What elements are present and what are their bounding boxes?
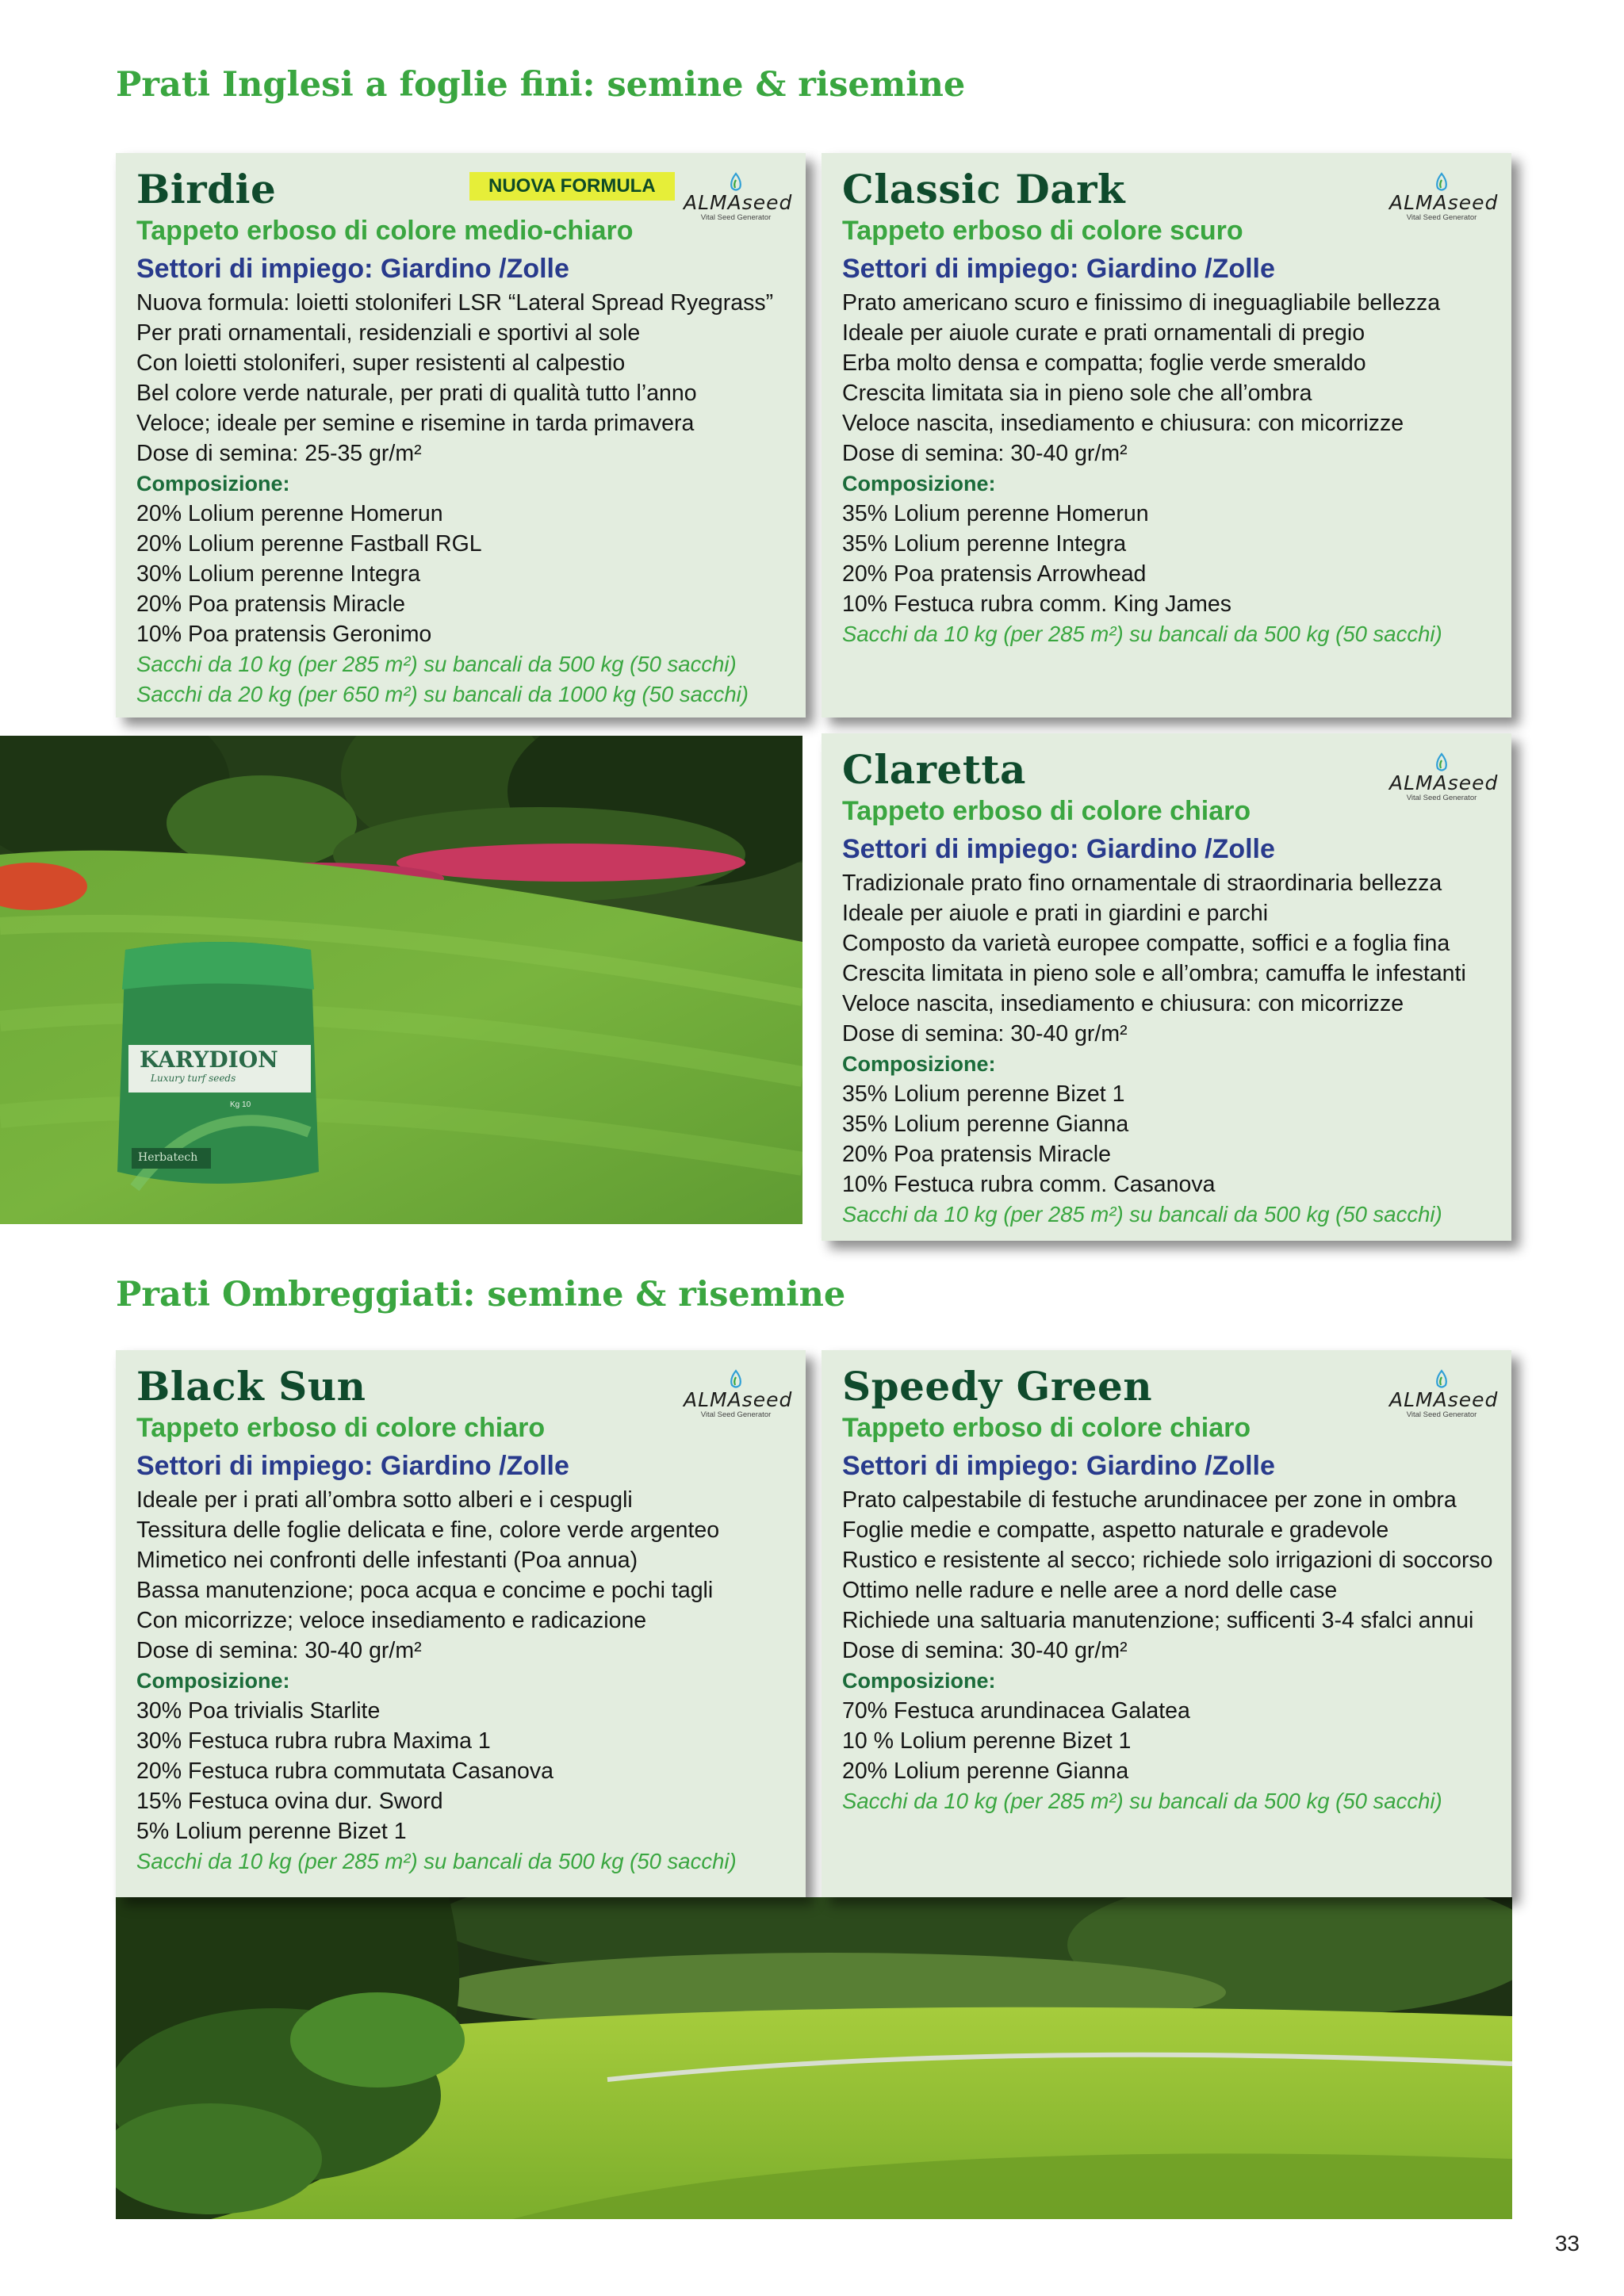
almaseed-logo <box>1389 752 1499 809</box>
composition-item: 35% Lolium perenne Gianna <box>842 1112 1129 1137</box>
logo-word: ALMAseed <box>1389 191 1499 214</box>
composition-label: Composizione: <box>842 472 996 496</box>
feature-line: Richiede una saltuaria manutenzione; sufficenti 3-4 sfalci annui <box>842 1608 1474 1633</box>
composition-item: 5% Lolium perenne Bizet 1 <box>136 1819 407 1844</box>
bag-brand: KARYDION <box>140 1047 278 1073</box>
composition-item: 30% Poa trivialis Starlite <box>136 1698 381 1724</box>
logo-word: ALMAseed <box>1389 1388 1499 1411</box>
bag-tagline: Luxury turf seeds <box>151 1073 236 1084</box>
composition-label: Composizione: <box>136 472 290 496</box>
almaseed-logo <box>1389 1369 1499 1426</box>
feature-line: Crescita limitata sia in pieno sole che all’ombra <box>842 381 1312 406</box>
logo-tagline: Vital Seed Generator <box>1406 794 1477 802</box>
bag-weight: Kg 10 <box>230 1100 251 1109</box>
almaseed-logo <box>684 172 793 229</box>
product-card-black-sun <box>116 1350 806 1897</box>
product-subtitle: Tappeto erboso di colore chiaro <box>842 796 1251 826</box>
feature-line: Composto da varietà europee compatte, soffici e a foglia fina <box>842 931 1450 956</box>
feature-line: Bassa manutenzione; poca acqua e concime e pochi tagli <box>136 1578 714 1603</box>
seed-drop-icon <box>724 172 748 193</box>
seed-drop-icon <box>1430 1369 1454 1390</box>
packaging-info: Sacchi da 10 kg (per 285 m²) su bancali da 500 kg (50 sacchi) <box>842 1202 1442 1226</box>
product-sectors: Settori di impiego: Giardino /Zolle <box>842 834 1275 864</box>
composition-item: 20% Poa pratensis Miracle <box>136 591 405 617</box>
almaseed-logo <box>684 1369 793 1426</box>
feature-line: Nuova formula: loietti stoloniferi LSR “Lateral Spread Ryegrass” <box>136 290 774 316</box>
feature-line: Crescita limitata in pieno sole e all’ombra; camuffa le infestanti <box>842 961 1466 986</box>
logo-tagline: Vital Seed Generator <box>1406 1410 1477 1419</box>
logo-word: ALMAseed <box>684 1388 793 1411</box>
composition-item: 30% Lolium perenne Integra <box>136 561 421 587</box>
feature-line: Ideale per aiuole e prati in giardini e parchi <box>842 901 1269 926</box>
logo-tagline: Vital Seed Generator <box>700 1410 772 1419</box>
shade-garden-illustration <box>116 1897 1512 2219</box>
composition-item: 10 % Lolium perenne Bizet 1 <box>842 1728 1132 1754</box>
feature-line: Ottimo nelle radure e nelle aree a nord delle case <box>842 1578 1338 1603</box>
product-card-classic-dark <box>822 153 1511 718</box>
composition-label: Composizione: <box>136 1669 290 1693</box>
product-subtitle: Tappeto erboso di colore medio-chiaro <box>136 216 634 246</box>
feature-line: Foglie medie e compatte, aspetto naturale e gradevole <box>842 1517 1389 1543</box>
packaging-info: Sacchi da 10 kg (per 285 m²) su bancali da 500 kg (50 sacchi) <box>136 652 737 676</box>
feature-line: Ideale per aiuole curate e prati ornamentali di pregio <box>842 320 1365 346</box>
seed-drop-icon <box>1430 752 1454 773</box>
product-subtitle: Tappeto erboso di colore scuro <box>842 216 1243 246</box>
feature-line: Prato calpestabile di festuche arundinacee per zone in ombra <box>842 1487 1457 1513</box>
logo-tagline: Vital Seed Generator <box>1406 213 1477 222</box>
composition-item: 35% Lolium perenne Bizet 1 <box>842 1081 1125 1107</box>
feature-line: Tessitura delle foglie delicata e fine, colore verde argenteo <box>136 1517 720 1543</box>
packaging-info: Sacchi da 10 kg (per 285 m²) su bancali da 500 kg (50 sacchi) <box>136 1849 737 1873</box>
composition-item: 10% Poa pratensis Geronimo <box>136 622 432 647</box>
page-number: 33 <box>1554 2231 1580 2256</box>
composition-item: 20% Lolium perenne Gianna <box>842 1758 1129 1784</box>
composition-label: Composizione: <box>842 1052 996 1076</box>
feature-line: Rustico e resistente al secco; richiede solo irrigazioni di soccorso <box>842 1548 1493 1573</box>
seeding-dose: Dose di semina: 25-35 gr/m² <box>136 441 422 466</box>
seeding-dose: Dose di semina: 30-40 gr/m² <box>842 1638 1128 1663</box>
packaging-info: Sacchi da 10 kg (per 285 m²) su bancali da 500 kg (50 sacchi) <box>842 622 1442 646</box>
product-name: Speedy Green <box>842 1363 1153 1410</box>
product-card-birdie <box>116 153 806 718</box>
new-formula-badge: NUOVA FORMULA <box>469 172 675 201</box>
section-title-english-lawns: Prati Inglesi a foglie fini: semine & risemine <box>116 65 966 105</box>
product-subtitle: Tappeto erboso di colore chiaro <box>842 1413 1251 1443</box>
seed-drop-icon <box>1430 172 1454 193</box>
product-card-claretta <box>822 733 1511 1241</box>
packaging-info: Sacchi da 10 kg (per 285 m²) su bancali da 500 kg (50 sacchi) <box>842 1789 1442 1813</box>
composition-item: 35% Lolium perenne Homerun <box>842 501 1149 526</box>
feature-line: Ideale per i prati all’ombra sotto alberi e i cespugli <box>136 1487 633 1513</box>
product-name: Black Sun <box>136 1363 366 1410</box>
feature-line: Con loietti stoloniferi, super resistenti al calpestio <box>136 350 626 376</box>
product-sectors: Settori di impiego: Giardino /Zolle <box>842 254 1275 284</box>
bag-maker: Herbatech <box>138 1151 198 1164</box>
product-sectors: Settori di impiego: Giardino /Zolle <box>136 254 569 284</box>
product-sectors: Settori di impiego: Giardino /Zolle <box>136 1451 569 1481</box>
almaseed-logo <box>1389 172 1499 229</box>
seeding-dose: Dose di semina: 30-40 gr/m² <box>136 1638 422 1663</box>
composition-item: 20% Poa pratensis Miracle <box>842 1142 1111 1167</box>
composition-item: 10% Festuca rubra comm. Casanova <box>842 1172 1216 1197</box>
feature-line: Erba molto densa e compatta; foglie verde smeraldo <box>842 350 1366 376</box>
composition-item: 70% Festuca arundinacea Galatea <box>842 1698 1190 1724</box>
feature-line: Veloce nascita, insediamento e chiusura: con micorrizze <box>842 411 1404 436</box>
feature-line: Con micorrizze; veloce insediamento e radicazione <box>136 1608 647 1633</box>
logo-word: ALMAseed <box>684 191 793 214</box>
section-title-shade-lawns: Prati Ombreggiati: semine & risemine <box>116 1275 846 1314</box>
garden-photo-lawn <box>0 736 802 1224</box>
feature-line: Prato americano scuro e finissimo di ineguagliabile bellezza <box>842 290 1441 316</box>
seed-drop-icon <box>724 1369 748 1390</box>
logo-tagline: Vital Seed Generator <box>700 213 772 222</box>
product-sectors: Settori di impiego: Giardino /Zolle <box>842 1451 1275 1481</box>
feature-line: Veloce nascita, insediamento e chiusura: con micorrizze <box>842 991 1404 1016</box>
feature-line: Bel colore verde naturale, per prati di qualità tutto l’anno <box>136 381 697 406</box>
seeding-dose: Dose di semina: 30-40 gr/m² <box>842 1021 1128 1047</box>
composition-item: 20% Festuca rubra commutata Casanova <box>136 1758 553 1784</box>
composition-item: 20% Poa pratensis Arrowhead <box>842 561 1147 587</box>
product-card-speedy-green <box>822 1350 1511 1897</box>
composition-item: 35% Lolium perenne Integra <box>842 531 1127 557</box>
composition-item: 20% Lolium perenne Fastball RGL <box>136 531 482 557</box>
feature-line: Mimetico nei confronti delle infestanti (Poa annua) <box>136 1548 638 1573</box>
composition-label: Composizione: <box>842 1669 996 1693</box>
seed-bag-image <box>111 934 325 1196</box>
garden-photo-shade <box>116 1897 1512 2219</box>
composition-item: 10% Festuca rubra comm. King James <box>842 591 1232 617</box>
product-name: Classic Dark <box>842 166 1126 212</box>
composition-item: 15% Festuca ovina dur. Sword <box>136 1789 443 1814</box>
product-subtitle: Tappeto erboso di colore chiaro <box>136 1413 546 1443</box>
logo-word: ALMAseed <box>1389 771 1499 794</box>
feature-line: Veloce; ideale per semine e risemine in tarda primavera <box>136 411 695 436</box>
product-name: Claretta <box>842 746 1026 793</box>
composition-item: 30% Festuca rubra rubra Maxima 1 <box>136 1728 491 1754</box>
feature-line: Tradizionale prato fino ornamentale di straordinaria bellezza <box>842 871 1442 896</box>
product-name: Birdie <box>136 166 277 212</box>
packaging-info: Sacchi da 20 kg (per 650 m²) su bancali da 1000 kg (50 sacchi) <box>136 682 749 706</box>
composition-item: 20% Lolium perenne Homerun <box>136 501 443 526</box>
feature-line: Per prati ornamentali, residenziali e sportivi al sole <box>136 320 641 346</box>
seeding-dose: Dose di semina: 30-40 gr/m² <box>842 441 1128 466</box>
